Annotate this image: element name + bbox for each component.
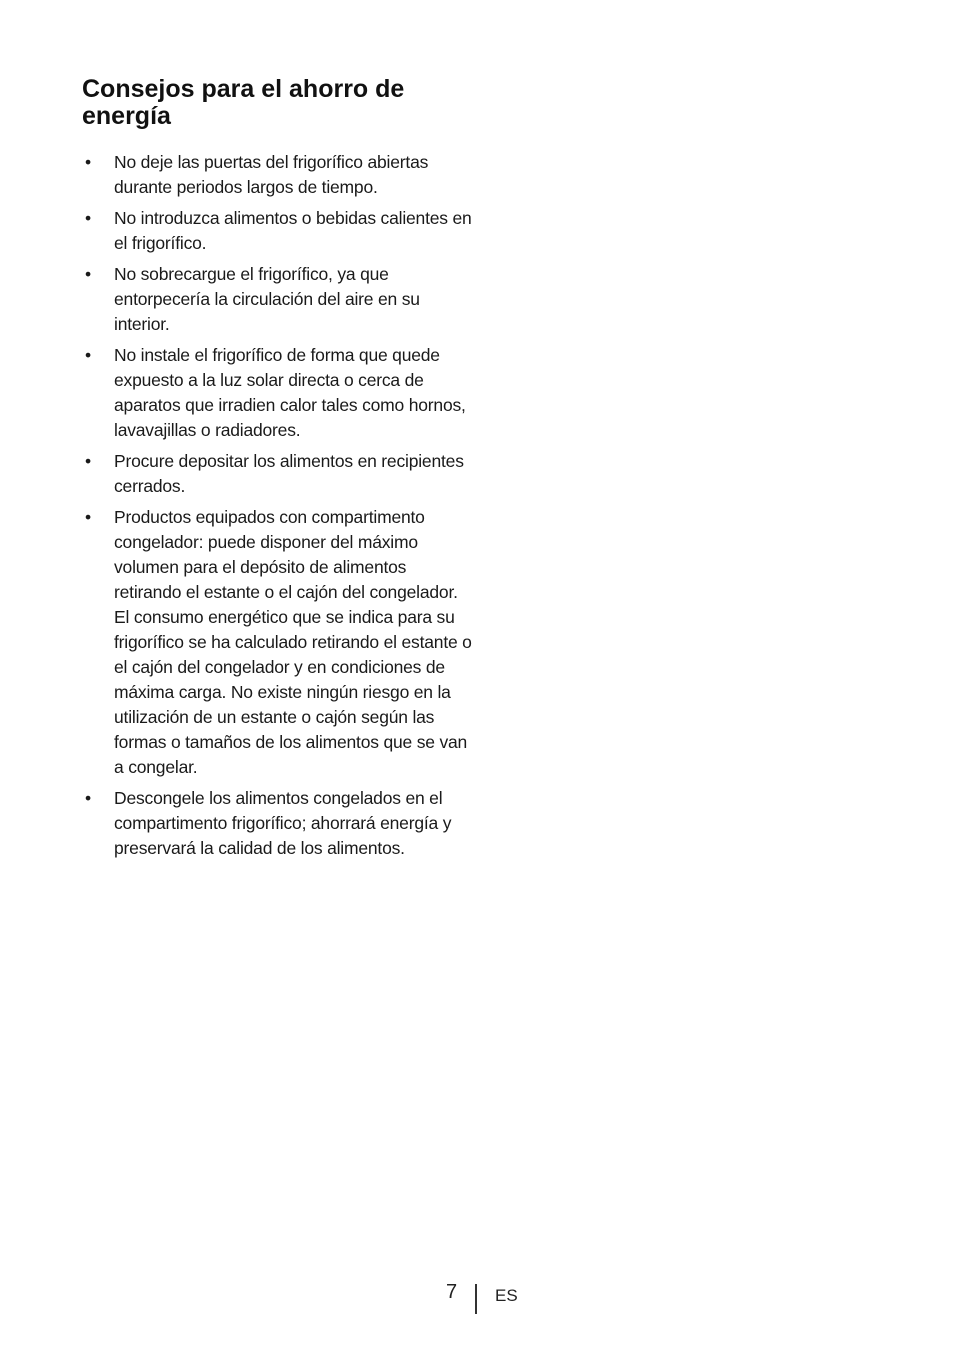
list-item-text: Procure depositar los alimentos en recipientes cerrados. [114,451,464,496]
list-item-text: Descongele los alimentos congelados en el compartimento frigorífico; ahorrará energía y preservará la calidad de los alimentos. [114,788,452,858]
list-item [82,262,472,337]
list-item [82,449,472,499]
bullet-icon: • [85,152,91,172]
page-number: 7 [446,1281,458,1303]
bullet-icon: • [85,507,91,527]
list-item [82,206,472,256]
tips-list [82,150,472,861]
bullet-icon: • [85,264,91,284]
bullet-icon: • [85,345,91,365]
list-item [82,150,472,200]
bullet-icon: • [85,208,91,228]
footer-divider [475,1284,477,1314]
list-item-text: No sobrecargue el frigorífico, ya que entorpecería la circulación del aire en su interior. [114,264,420,334]
energy-saving-section [82,76,472,867]
list-item-text: No introduzca alimentos o bebidas calientes en el frigorífico. [114,208,472,253]
list-item [82,786,472,861]
list-item-text: No instale el frigorífico de forma que quede expuesto a la luz solar directa o cerca de aparatos que irradien calor tales como hornos, lavavajillas o radiadores. [114,345,466,440]
bullet-icon: • [85,451,91,471]
list-item-text: Productos equipados con compartimento congelador: puede disponer del máximo volumen para el depósito de alimentos retirando el estante o el cajón del congelador. El consumo energético que se indica para su frigorífico se ha calculado retirando el estante o el cajón del congelador y en condiciones de máxima carga. No existe ningún riesgo en la utilización de un estante o cajón según las formas o tamaños de los alimentos que se van a congelar. [114,507,472,777]
bullet-icon: • [85,788,91,808]
language-code: ES [495,1286,518,1305]
list-item [82,343,472,443]
list-item [82,505,472,780]
page-footer [0,1280,954,1320]
list-item-text: No deje las puertas del frigorífico abiertas durante periodos largos de tiempo. [114,152,429,197]
section-title: Consejos para el ahorro de energía [82,75,405,130]
